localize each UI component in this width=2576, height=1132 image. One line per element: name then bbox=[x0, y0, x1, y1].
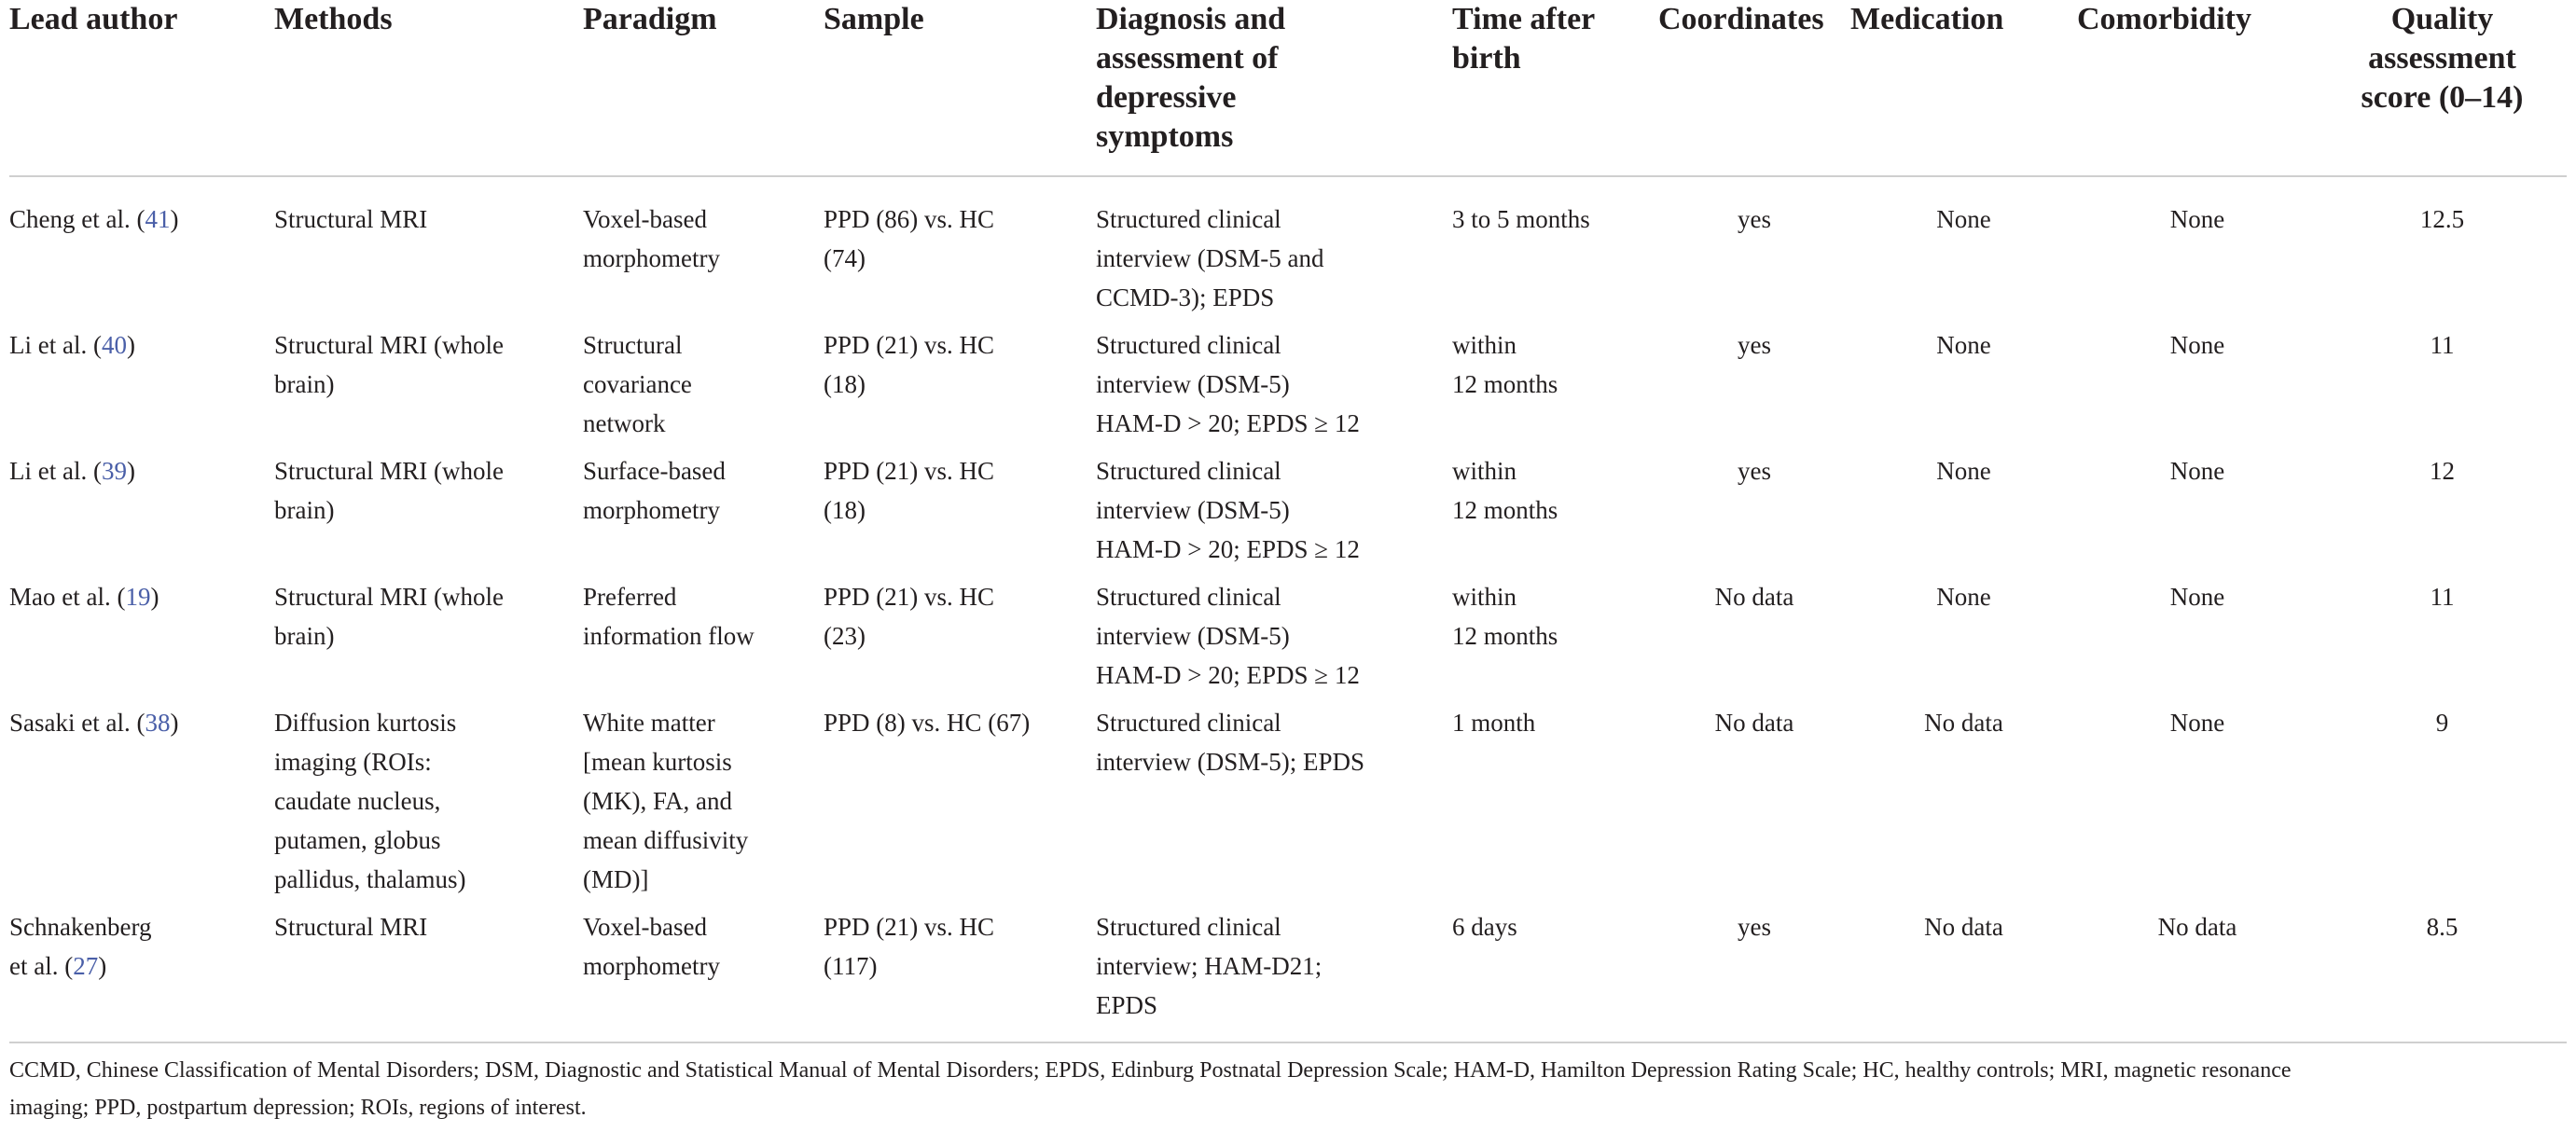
cell-lead-author bbox=[9, 325, 274, 451]
cell-line: within bbox=[1452, 457, 1517, 485]
cell-line: network bbox=[583, 409, 666, 437]
cell-sample bbox=[824, 176, 1096, 325]
cell-paradigm bbox=[583, 325, 824, 451]
cell-medication: None bbox=[1936, 331, 1991, 359]
column-header-comorbidity bbox=[2077, 0, 2318, 176]
column-header-quality-score bbox=[2318, 0, 2567, 176]
cell-line: [mean kurtosis bbox=[583, 748, 732, 776]
cell-methods bbox=[274, 703, 583, 907]
cell-line: Voxel-based bbox=[583, 913, 707, 941]
cell-line: (18) bbox=[824, 496, 866, 524]
cell-lead-author bbox=[9, 176, 274, 325]
cell-line: PPD (21) vs. HC bbox=[824, 913, 995, 941]
table-row bbox=[9, 176, 2567, 325]
author-text: Li et al. ( bbox=[9, 331, 102, 359]
cell-line: Structured clinical bbox=[1096, 331, 1281, 359]
cell-diagnosis bbox=[1096, 176, 1452, 325]
cell-line: Structured clinical bbox=[1096, 583, 1281, 611]
cell-coordinates: yes bbox=[1738, 913, 1771, 941]
cell-sample bbox=[824, 325, 1096, 451]
cell-diagnosis bbox=[1096, 325, 1452, 451]
cell-line: interview (DSM-5 and bbox=[1096, 244, 1324, 272]
cell-line: 12 months bbox=[1452, 370, 1558, 398]
cell-line: (74) bbox=[824, 244, 866, 272]
cell-paradigm bbox=[583, 907, 824, 1040]
cell-time-after-birth bbox=[1452, 703, 1658, 907]
cell-sample bbox=[824, 577, 1096, 703]
cell-line: Diffusion kurtosis bbox=[274, 709, 457, 737]
header-line: assessment of bbox=[1096, 41, 1279, 76]
cell-coordinates: No data bbox=[1714, 709, 1794, 737]
cell-methods bbox=[274, 176, 583, 325]
column-header-diagnosis bbox=[1096, 0, 1452, 176]
header-line: Paradigm bbox=[583, 2, 717, 36]
cell-paradigm bbox=[583, 577, 824, 703]
cell-lead-author bbox=[9, 451, 274, 577]
cell-line: Structural bbox=[583, 331, 683, 359]
cell-line: 12 months bbox=[1452, 496, 1558, 524]
column-header-paradigm bbox=[583, 0, 824, 176]
cell-paradigm bbox=[583, 451, 824, 577]
header-line: Medication bbox=[1850, 2, 2004, 36]
header-line: score (0–14) bbox=[2361, 80, 2524, 115]
cell-sample bbox=[824, 451, 1096, 577]
reference-link[interactable]: 27 bbox=[73, 952, 99, 980]
cell-line: PPD (21) vs. HC bbox=[824, 583, 995, 611]
cell-line: PPD (21) vs. HC bbox=[824, 457, 995, 485]
author-text: ) bbox=[98, 952, 107, 980]
reference-link[interactable]: 38 bbox=[145, 709, 171, 737]
cell-diagnosis bbox=[1096, 451, 1452, 577]
cell-line: Surface-based bbox=[583, 457, 726, 485]
cell-line: interview; HAM-D21; bbox=[1096, 952, 1323, 980]
cell-paradigm bbox=[583, 176, 824, 325]
cell-line: (23) bbox=[824, 622, 866, 650]
cell-time-after-birth bbox=[1452, 325, 1658, 451]
author-text: ) bbox=[126, 457, 135, 485]
header-line: Diagnosis and bbox=[1096, 2, 1286, 36]
header-line: Coordinates bbox=[1658, 2, 1824, 36]
header-line: Methods bbox=[274, 2, 393, 36]
table-row bbox=[9, 703, 2567, 907]
cell-line: (MD)] bbox=[583, 865, 649, 893]
cell-line: Structured clinical bbox=[1096, 205, 1281, 233]
author-text: ) bbox=[150, 583, 159, 611]
header-line: assessment bbox=[2368, 41, 2516, 76]
table-row bbox=[9, 907, 2567, 1040]
cell-medication: No data bbox=[1924, 709, 2003, 737]
cell-line: brain) bbox=[274, 622, 335, 650]
cell-time-after-birth bbox=[1452, 907, 1658, 1040]
cell-time-after-birth bbox=[1452, 176, 1658, 325]
author-text: ) bbox=[170, 205, 179, 233]
header-line: Time after bbox=[1452, 2, 1596, 36]
cell-methods bbox=[274, 325, 583, 451]
column-header-medication bbox=[1850, 0, 2077, 176]
table-body bbox=[9, 176, 2567, 1040]
cell-comorbidity: None bbox=[2169, 583, 2225, 611]
cell-comorbidity: None bbox=[2169, 331, 2225, 359]
cell-quality-score: 12.5 bbox=[2419, 205, 2465, 233]
cell-line: Structural MRI (whole bbox=[274, 457, 504, 485]
cell-line: mean diffusivity bbox=[583, 826, 749, 854]
author-text: ) bbox=[170, 709, 179, 737]
cell-methods bbox=[274, 907, 583, 1040]
table-header-row bbox=[9, 0, 2567, 176]
cell-coordinates: yes bbox=[1738, 331, 1771, 359]
cell-line: putamen, globus bbox=[274, 826, 441, 854]
cell-medication: None bbox=[1936, 583, 1991, 611]
cell-line: 3 to 5 months bbox=[1452, 205, 1590, 233]
cell-line: interview (DSM-5) bbox=[1096, 622, 1290, 650]
cell-coordinates: No data bbox=[1714, 583, 1794, 611]
footnote-line-1: CCMD, Chinese Classification of Mental Disorders; DSM, Diagnostic and Statistical Manual of Mental Disorders; EPDS, Edinburg Postnatal Depression Scale; HAM-D, Hamilton Depression Rating Scale; HC, healthy controls; MRI, magnetic resonance bbox=[9, 1058, 2292, 1083]
cell-line: CCMD-3); EPDS bbox=[1096, 283, 1275, 311]
cell-line: covariance bbox=[583, 370, 692, 398]
cell-line: Structured clinical bbox=[1096, 457, 1281, 485]
cell-medication: None bbox=[1936, 205, 1991, 233]
author-text: Mao et al. ( bbox=[9, 583, 126, 611]
header-line: Lead author bbox=[9, 2, 178, 36]
author-text: Sasaki et al. ( bbox=[9, 709, 145, 737]
cell-line: Structured clinical bbox=[1096, 709, 1281, 737]
cell-line: HAM-D > 20; EPDS ≥ 12 bbox=[1096, 409, 1360, 437]
cell-line: brain) bbox=[274, 370, 335, 398]
cell-line: interview (DSM-5); EPDS bbox=[1096, 748, 1364, 776]
cell-comorbidity: None bbox=[2169, 709, 2225, 737]
cell-line: White matter bbox=[583, 709, 715, 737]
cell-lead-author bbox=[9, 907, 274, 1040]
header-line: birth bbox=[1452, 41, 1521, 76]
cell-line: within bbox=[1452, 331, 1517, 359]
cell-medication: No data bbox=[1924, 913, 2003, 941]
cell-line: Preferred bbox=[583, 583, 677, 611]
cell-medication: None bbox=[1936, 457, 1991, 485]
cell-quality-score: 11 bbox=[2430, 583, 2455, 611]
cell-diagnosis bbox=[1096, 907, 1452, 1040]
author-text: ) bbox=[126, 331, 135, 359]
cell-line: caudate nucleus, bbox=[274, 787, 441, 815]
footnote-line-2: imaging; PPD, postpartum depression; ROIs, regions of interest. bbox=[9, 1096, 587, 1120]
cell-line: Structural MRI (whole bbox=[274, 583, 504, 611]
cell-lead-author bbox=[9, 703, 274, 907]
header-line: depressive bbox=[1096, 80, 1237, 115]
cell-line: PPD (86) vs. HC bbox=[824, 205, 995, 233]
cell-methods bbox=[274, 577, 583, 703]
header-line: Sample bbox=[824, 2, 924, 36]
author-text: Li et al. ( bbox=[9, 457, 102, 485]
author-text: et al. ( bbox=[9, 952, 74, 980]
author-text: Cheng et al. ( bbox=[9, 205, 145, 233]
table-footnote bbox=[9, 1052, 2567, 1126]
header-line: Comorbidity bbox=[2077, 2, 2251, 36]
cell-line: information flow bbox=[583, 622, 755, 650]
cell-comorbidity: No data bbox=[2157, 913, 2237, 941]
reference-link[interactable]: 40 bbox=[101, 331, 127, 359]
studies-table-container bbox=[9, 0, 2567, 1040]
table-row bbox=[9, 577, 2567, 703]
cell-line: (117) bbox=[824, 952, 878, 980]
cell-line: (MK), FA, and bbox=[583, 787, 732, 815]
column-header-methods bbox=[274, 0, 583, 176]
cell-line: PPD (21) vs. HC bbox=[824, 331, 995, 359]
cell-line: within bbox=[1452, 583, 1517, 611]
cell-lead-author bbox=[9, 577, 274, 703]
cell-line: 12 months bbox=[1452, 622, 1558, 650]
table-row bbox=[9, 325, 2567, 451]
cell-line: HAM-D > 20; EPDS ≥ 12 bbox=[1096, 535, 1360, 563]
cell-time-after-birth bbox=[1452, 577, 1658, 703]
cell-diagnosis bbox=[1096, 577, 1452, 703]
studies-table bbox=[9, 0, 2567, 1040]
table-row bbox=[9, 451, 2567, 577]
cell-line: Structural MRI bbox=[274, 913, 428, 941]
cell-line: pallidus, thalamus) bbox=[274, 865, 466, 893]
cell-comorbidity: None bbox=[2169, 457, 2225, 485]
cell-line: PPD (8) vs. HC (67) bbox=[824, 709, 1031, 737]
reference-link[interactable]: 39 bbox=[101, 457, 127, 485]
cell-line: Structural MRI (whole bbox=[274, 331, 504, 359]
cell-sample bbox=[824, 907, 1096, 1040]
cell-line: 1 month bbox=[1452, 709, 1536, 737]
header-line: Quality bbox=[2390, 2, 2494, 36]
header-line: symptoms bbox=[1096, 119, 1234, 154]
cell-paradigm bbox=[583, 703, 824, 907]
cell-line: Voxel-based bbox=[583, 205, 707, 233]
cell-line: imaging (ROIs: bbox=[274, 748, 432, 776]
cell-quality-score: 11 bbox=[2430, 331, 2455, 359]
cell-line: 6 days bbox=[1452, 913, 1517, 941]
cell-methods bbox=[274, 451, 583, 577]
cell-line: Structural MRI bbox=[274, 205, 428, 233]
cell-line: Structured clinical bbox=[1096, 913, 1281, 941]
column-header-time-after-birth bbox=[1452, 0, 1658, 176]
cell-line: interview (DSM-5) bbox=[1096, 496, 1290, 524]
reference-link[interactable]: 41 bbox=[145, 205, 171, 233]
cell-line: morphometry bbox=[583, 496, 720, 524]
column-header-lead-author bbox=[9, 0, 274, 176]
cell-comorbidity: None bbox=[2169, 205, 2225, 233]
cell-quality-score: 12 bbox=[2430, 457, 2455, 485]
cell-line: (18) bbox=[824, 370, 866, 398]
column-header-coordinates bbox=[1658, 0, 1850, 176]
cell-diagnosis bbox=[1096, 703, 1452, 907]
cell-quality-score: 8.5 bbox=[2426, 913, 2458, 941]
author-text: Schnakenberg bbox=[9, 913, 152, 941]
cell-line: HAM-D > 20; EPDS ≥ 12 bbox=[1096, 661, 1360, 689]
cell-quality-score: 9 bbox=[2435, 709, 2449, 737]
column-header-sample bbox=[824, 0, 1096, 176]
cell-sample bbox=[824, 703, 1096, 907]
cell-coordinates: yes bbox=[1738, 205, 1771, 233]
cell-line: EPDS bbox=[1096, 991, 1158, 1019]
reference-link[interactable]: 19 bbox=[125, 583, 151, 611]
cell-line: morphometry bbox=[583, 952, 720, 980]
cell-line: interview (DSM-5) bbox=[1096, 370, 1290, 398]
cell-time-after-birth bbox=[1452, 451, 1658, 577]
cell-coordinates: yes bbox=[1738, 457, 1771, 485]
cell-line: morphometry bbox=[583, 244, 720, 272]
table-bottom-rule bbox=[9, 1042, 2567, 1043]
cell-line: brain) bbox=[274, 496, 335, 524]
